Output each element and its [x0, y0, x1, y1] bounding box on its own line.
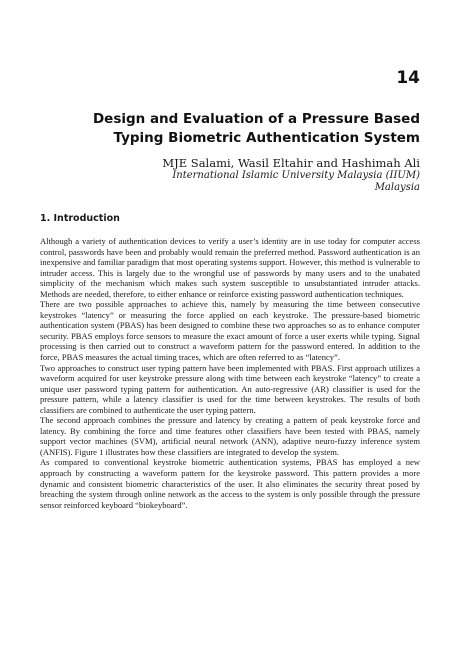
author-country: Malaysia — [374, 182, 420, 193]
paragraph: As compared to conventional keystroke biometric authentication systems, PBAS has employed a new approach by constructing a waveform pattern for the keystroke password. This pattern provides a more dynamic and consistent biometric characteristics of the user. It also eliminates the security threat posed by breaching the system through online network as the access to the system is only possible through the pressure sensor reinforced keyboard “biokeyboard”. — [40, 457, 420, 510]
author-names: MJE Salami, Wasil Eltahir and Hashimah Ali — [162, 156, 420, 170]
chapter-title-line-1: Design and Evaluation of a Pressure Based — [92, 111, 420, 127]
chapter-title — [40, 110, 420, 148]
paragraph: Two approaches to construct user typing pattern have been implemented with PBAS. First approach utilizes a waveform acquired for user keystroke pressure along with time between each keystroke “latency” to create a unique user password typing pattern for authentication. An auto-regressive (AR) classifier is used for the pressure pattern, while a latency classifier is used for the time between keystrokes. The results of both classifiers are combined to authenticate the user typing pattern. — [40, 362, 420, 415]
chapter-title-line-2: Typing Biometric Authentication System — [113, 130, 420, 146]
section-heading: 1. Introduction — [40, 213, 120, 224]
paragraph: The second approach combines the pressure and latency by creating a pattern of peak keystroke force and latency. By combining the force and time features other classifiers have been tested with PBAS, namely support vector machines (SVM), artificial neural network (ANN), adaptive neuro-fuzzy inference system (ANFIS). Figure 1 illustrates how these classifiers are integrated to develop the system. — [40, 415, 420, 457]
paragraph: There are two possible approaches to achieve this, namely by measuring the time between consecutive keystrokes “latency” or measuring the force applied on each keystroke. The pressure-based biometric authentication system (PBAS) has been designed to combine these two approaches so as to enhance computer security. PBAS employs force sensors to measure the exact amount of force a user exerts while typing. Signal processing is then carried out to construct a waveform pattern for the password entered. In addition to the force, PBAS measures the actual timing traces, which are often referred to as “latency”. — [40, 299, 420, 363]
paragraph: Although a variety of authentication devices to verify a user’s identity are in use today for computer access control, passwords have been and probably would remain the preferred method. Password authentication is an inexpensive and familiar paradigm that most operating systems support. However, this method is vulnerable to intruder access. This is largely due to the wrongful use of passwords by many users and to the unabated simplicity of the mechanism which makes such system susceptible to unsubstantiated intruder attacks. Methods are needed, therefore, to either enhance or reinforce existing password authentication techniques. — [40, 236, 420, 299]
author-affiliation: International Islamic University Malaysia (IIUM) — [172, 170, 420, 181]
chapter-number: 14 — [396, 68, 420, 88]
body-text — [40, 236, 420, 510]
author-block — [162, 156, 420, 194]
